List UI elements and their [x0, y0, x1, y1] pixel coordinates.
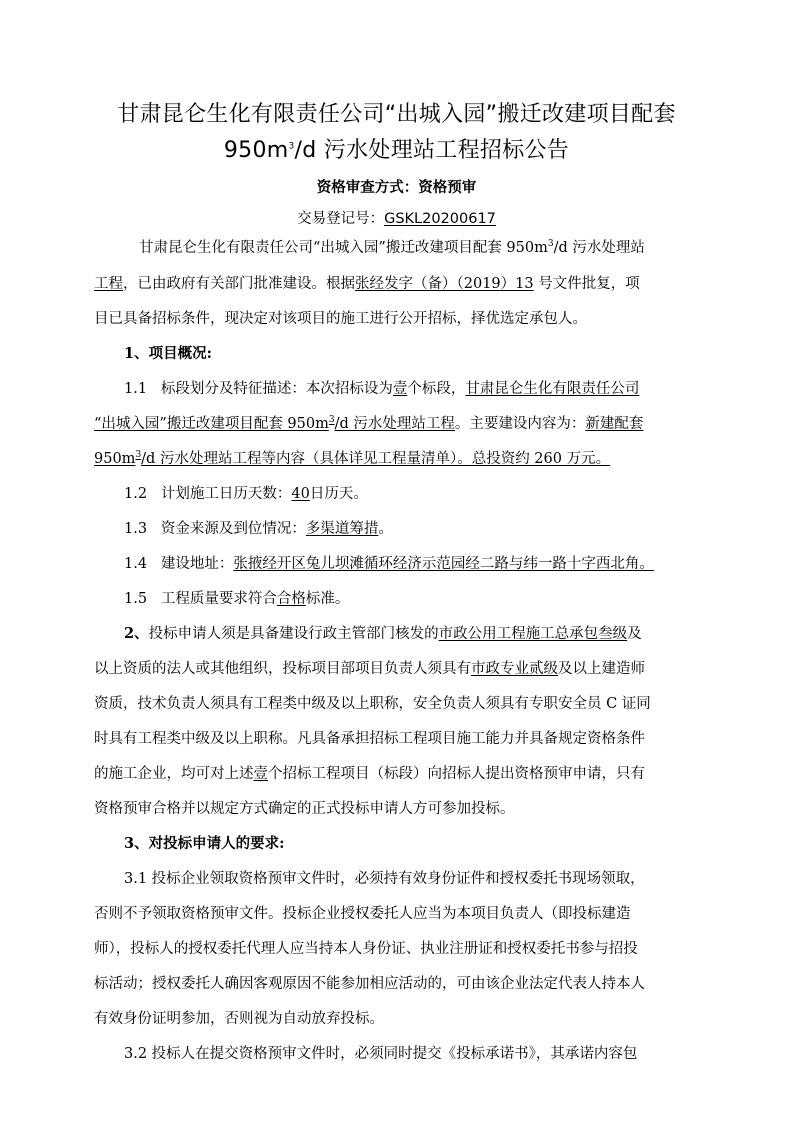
item-3-1-line-2: 否则不予领取资格预审文件。投标企业授权委托人应当为本项目负责人（即投标建造	[94, 906, 631, 922]
project-name: “出城入园”搬迁改建项目配套 950m	[94, 416, 329, 432]
item-text: 计划施工日历天数：	[160, 486, 292, 502]
intro-line-1	[139, 238, 706, 258]
section-2-line-6: 资格预审合格并以规定方式确定的正式投标申请人方可参加投标。	[94, 801, 515, 817]
item-1-2	[124, 484, 736, 504]
construction-content: 新建配套	[585, 416, 644, 432]
intro-text: 甘肃昆仑生化有限责任公司“出城入园”搬迁改建项目配套 950m	[139, 240, 548, 256]
registration-label: 交易登记号：	[297, 211, 385, 227]
item-1-4	[124, 554, 736, 574]
section-count: 壹	[392, 381, 408, 397]
builder-level: 市政专业贰级	[471, 661, 558, 677]
item-number: 1.3	[124, 521, 148, 537]
title-capacity: 950m	[223, 138, 289, 163]
section-2-line-2	[94, 659, 706, 679]
item-text: 及以上建造师	[558, 661, 645, 677]
section-2-line-3: 资质，技术负责人须具有工程类中级及以上职称，安全负责人须具有专职安全员 C 证同	[94, 696, 651, 712]
item-text: 投标申请人须是具备建设行政主管部门核发的	[148, 626, 439, 642]
funding-source: 多渠道筹措	[305, 521, 379, 537]
section-number: 2、	[124, 625, 149, 642]
section-count: 壹	[253, 766, 268, 782]
item-text: 个招标工程项目（标段）向招标人提出资格预审申请，只有	[268, 766, 645, 782]
item-text: 个标段，	[407, 381, 466, 397]
item-number: 1.2	[124, 486, 148, 502]
intro-line-2	[94, 274, 706, 294]
project-name-underlined: 工程	[94, 276, 123, 292]
item-text: 标段划分及特征描述：本次招标设为	[160, 381, 393, 397]
item-text: 建设地址：	[160, 556, 234, 572]
item-1-3	[124, 519, 736, 539]
item-text: 标准。	[305, 591, 350, 607]
title-line-2-rest: /d 污水处理站工程招标公告	[294, 138, 570, 163]
section-3-heading: 3、对投标申请人的要求:	[124, 835, 285, 852]
construction-content: /d 污水处理站工程等内容（具体详见工程量清单）。总投资约 260 万元。	[141, 451, 611, 467]
item-text: 日历天。	[309, 486, 368, 502]
item-text: 及	[627, 626, 642, 642]
construction-address: 张掖经开区兔儿坝滩循环经济示范园经二路与纬一路十字西北角。	[233, 556, 654, 572]
item-text: 工程质量要求符合	[160, 591, 277, 607]
item-3-1-line-4: 标活动；授权委托人确因客观原因不能参加相应活动的，可由该企业法定代表人持本人	[94, 976, 645, 992]
item-3-1-line-5: 有效身份证明参加，否则视为自动放弃投标。	[94, 1011, 384, 1027]
superscript: 3	[135, 450, 142, 461]
section-1-heading: 1、项目概况:	[124, 345, 212, 362]
item-1-5	[124, 589, 736, 609]
quality-standard: 合格	[276, 591, 306, 607]
review-method: 资格审查方式：资格预审	[316, 180, 477, 196]
registration-number	[0, 207, 793, 228]
item-number: 1.5	[124, 591, 148, 607]
item-3-1-line-1: 3.1 投标企业领取资格预审文件时，必须持有效身份证件和授权委托书现场领取，	[124, 871, 645, 887]
intro-text: ，已由政府有关部门批准建设。根据	[123, 276, 355, 292]
document-title-line-2	[0, 133, 793, 164]
item-number: 1.4	[124, 556, 148, 572]
document-title-line-1: 甘肃昆仑生化有限责任公司“出城入园”搬迁改建项目配套	[117, 102, 676, 127]
item-3-2-line-1: 3.2 投标人在提交资格预审文件时，必须同时提交《投标承诺书》，其承诺内容包	[124, 1046, 638, 1062]
calendar-days: 40	[291, 486, 310, 502]
item-text: 资金来源及到位情况：	[160, 521, 306, 537]
approval-doc-number: 张经发字（备）（2019）13	[355, 276, 534, 292]
required-qualification: 市政公用工程施工总承包叁级	[438, 626, 628, 642]
project-name: /d 污水处理站工程	[334, 416, 455, 432]
section-2-line-4: 时具有工程类中级及以上职称。凡具备承担招标工程项目施工能力并具备规定资格条件	[94, 731, 645, 747]
item-1-1-line-1	[124, 379, 706, 399]
item-text: 的施工企业，均可对上述	[94, 766, 254, 782]
item-1-1-line-2	[94, 414, 706, 434]
registration-value: GSKL20200617	[384, 211, 496, 227]
item-text: 以上资质的法人或其他组织，投标项目部项目负责人须具有	[94, 661, 471, 677]
intro-text: 号文件批复，项	[533, 276, 640, 292]
item-3-1-line-3: 师），投标人的授权委托代理人应当持本人身份证、执业注册证和授权委托书参与招投	[94, 941, 638, 957]
company-name: 甘肃昆仑生化有限责任公司	[465, 381, 640, 397]
item-text: 。	[378, 521, 393, 537]
section-2-line-1	[124, 624, 706, 644]
item-text: 。主要建设内容为：	[454, 416, 586, 432]
construction-content: 950m	[94, 451, 136, 467]
intro-line-3: 目已具备招标条件，现决定对该项目的施工进行公开招标，择优选定承包人。	[94, 311, 587, 327]
section-2-line-5	[94, 764, 706, 784]
superscript: 3	[328, 415, 335, 426]
intro-text: /d 污水处理站	[553, 240, 645, 256]
title-superscript: 3	[288, 141, 295, 152]
item-1-1-line-3	[94, 449, 706, 469]
superscript: 3	[547, 239, 554, 250]
item-number: 1.1	[124, 381, 148, 397]
